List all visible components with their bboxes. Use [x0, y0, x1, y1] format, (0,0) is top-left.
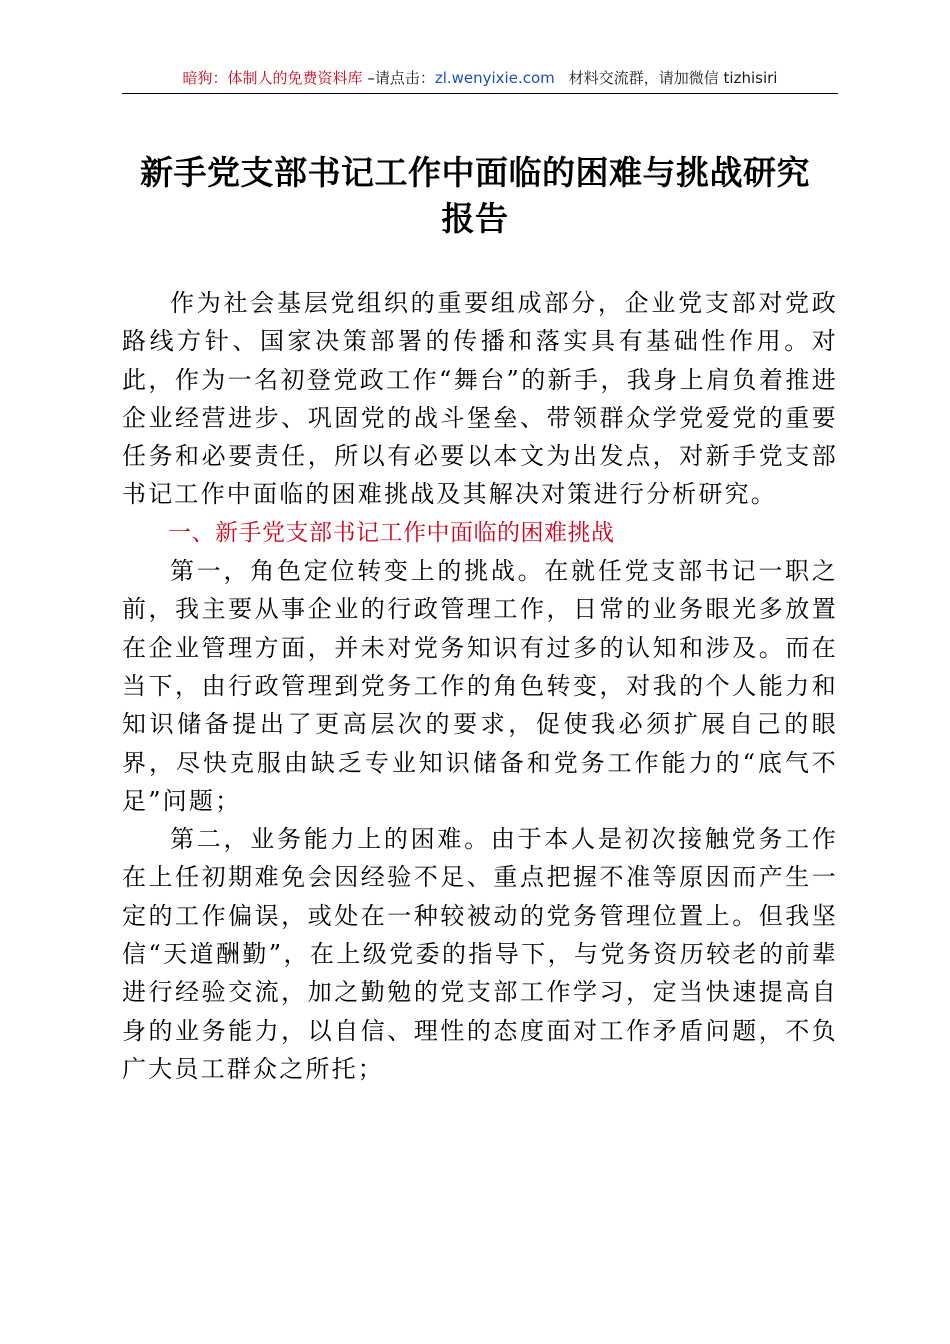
header-contact-info: 材料交流群，请加微信 tizhisiri	[568, 69, 778, 87]
document-body	[122, 284, 838, 1088]
header-link[interactable]: zl.wenyixie.com	[434, 69, 555, 87]
page-header	[122, 64, 838, 92]
intro-paragraph: 作为社会基层党组织的重要组成部分，企业党支部对党政路线方针、国家决策部署的传播和落实具有基础性作用。对此，作为一名初登党政工作“舞台”的新手，我身上肩负着推进企业经营进步、巩固党的战斗堡垒、带领群众学党爱党的重要任务和必要责任，所以有必要以本文为出发点，对新手党支部书记工作中面临的困难挑战及其解决对策进行分析研究。	[122, 289, 838, 509]
title-line-2: 报告	[441, 199, 509, 238]
section-1-heading: 一、新手党支部书记工作中面临的困难挑战	[168, 519, 615, 546]
title-line-1: 新手党支部书记工作中面临的困难与挑战研究	[140, 153, 810, 192]
header-divider	[122, 93, 838, 94]
header-separator: –请点击：	[362, 69, 435, 87]
section-1-paragraph-1: 第一，角色定位转变上的挑战。在就任党支部书记一职之前，我主要从事企业的行政管理工作，日常的业务眼光多放置在企业管理方面，并未对党务知识有过多的认知和涉及。而在当下，由行政管理到党务工作的角色转变，对我的个人能力和知识储备提出了更高层次的要求，促使我必须扩展自己的眼界，尽快克服由缺乏专业知识储备和党务工作能力的“底气不足”问题；	[122, 557, 838, 815]
section-1-paragraph-2: 第二，业务能力上的困难。由于本人是初次接触党务工作在上任初期难免会因经验不足、重点把握不准等原因而产生一定的工作偏误，或处在一种较被动的党务管理位置上。但我坚信“天道酬勤”，在上级党委的指导下，与党务资历较老的前辈进行经验交流，加之勤勉的党支部工作学习，定当快速提高自身的业务能力，以自信、理性的态度面对工作矛盾问题，不负广大员工群众之所托；	[122, 825, 838, 1083]
document-title	[110, 150, 840, 242]
header-brand-text: 暗狗：体制人的免费资料库	[182, 69, 363, 87]
